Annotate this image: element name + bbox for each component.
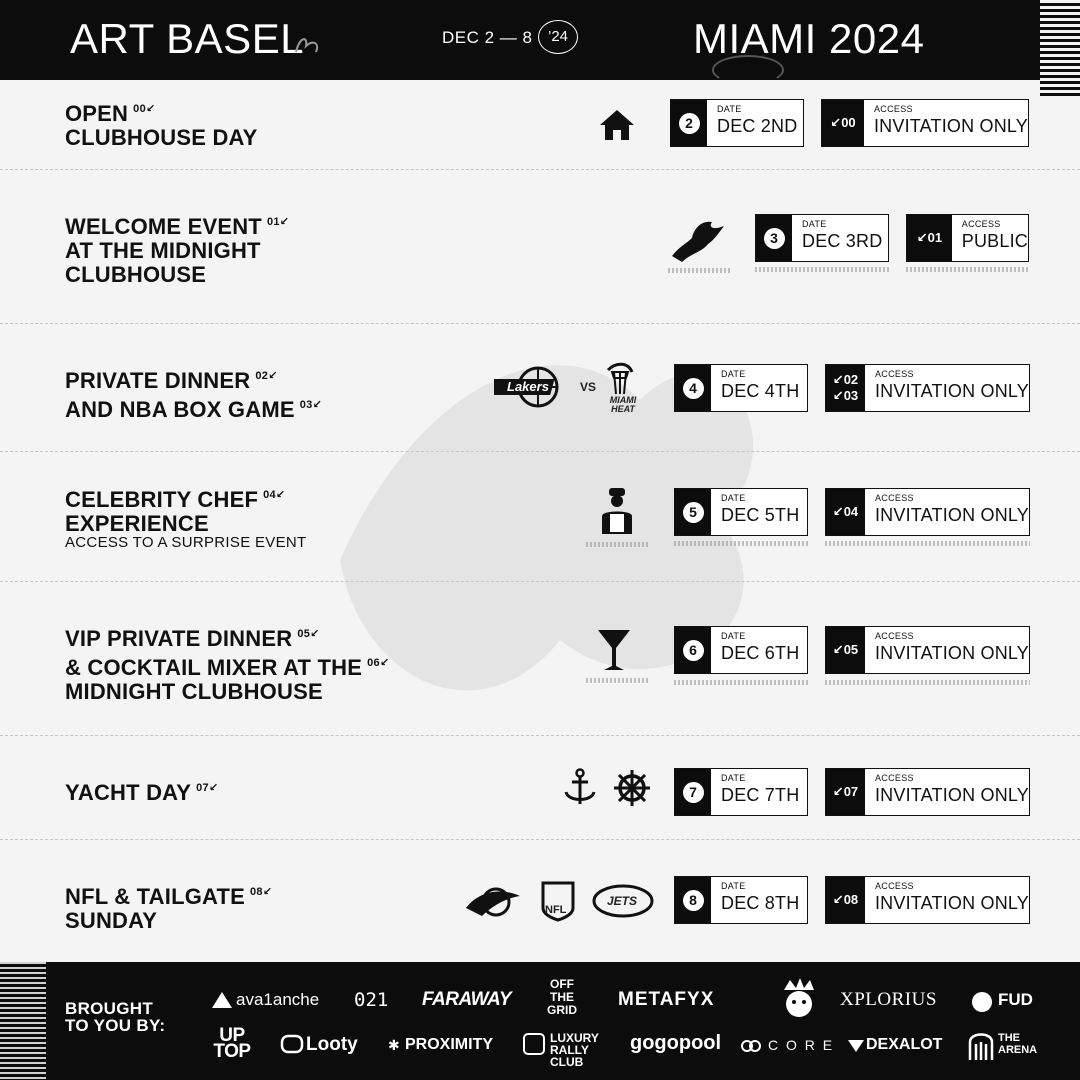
event-date-0: DEC 2ND bbox=[717, 116, 798, 136]
miami-heat-logo-icon bbox=[600, 360, 640, 396]
the-arena-logo-icon bbox=[968, 1028, 994, 1062]
cocktail-icon bbox=[596, 628, 632, 672]
sponsor-gogopool: gogopool bbox=[630, 1032, 722, 1054]
midnight-splash-icon bbox=[668, 216, 730, 264]
lakers-logo-text: Lakers bbox=[507, 379, 549, 394]
event-row-2 bbox=[0, 324, 1080, 452]
event-title-5: YACHT DAY $^{07↙}$ bbox=[65, 780, 219, 805]
sponsors-footer bbox=[0, 962, 1080, 1080]
sponsors-label: BROUGHT TO YOU BY: bbox=[65, 999, 166, 1035]
event-access-2: INVITATION ONLY bbox=[874, 381, 1029, 401]
date-box-5: 7 DATE DEC 7TH bbox=[674, 768, 808, 816]
sponsor-metafyx: METAFYX bbox=[618, 989, 715, 1010]
event-date-3: DEC 5TH bbox=[721, 505, 800, 525]
day-number-4: 6 bbox=[683, 640, 704, 661]
event-title-0: OPEN $^{00↙}$ CLUBHOUSE DAY bbox=[65, 101, 258, 150]
event-row-4 bbox=[0, 582, 1080, 736]
chef-icon bbox=[598, 486, 636, 536]
proximity-logo-icon: ✱ bbox=[388, 1037, 400, 1053]
sponsor-luxury-rally-club: LUXURY RALLY CLUB bbox=[550, 1031, 599, 1069]
nfl-logo-text: NFL bbox=[545, 904, 567, 916]
sponsor-core: C O R E bbox=[768, 1037, 835, 1053]
sponsor-the-arena: THE ARENA bbox=[998, 1032, 1038, 1056]
anchor-icon bbox=[562, 768, 598, 808]
header-bar bbox=[0, 0, 1080, 80]
event-date-1: DEC 3RD bbox=[802, 231, 883, 251]
king-mascot-logo-icon bbox=[776, 976, 822, 1020]
noise-stripes-decoration bbox=[0, 962, 46, 1080]
fud-mascot-logo-icon bbox=[970, 990, 994, 1012]
luxury-rally-club-logo-icon bbox=[522, 1032, 546, 1056]
miami-heat-logo-text: MIAMI HEAT bbox=[609, 395, 637, 414]
sponsor-proximity: PROXIMITY bbox=[405, 1036, 494, 1053]
day-number-2: 4 bbox=[683, 378, 704, 399]
event-access-5: INVITATION ONLY bbox=[874, 785, 1029, 805]
house-icon bbox=[598, 108, 636, 142]
event-date-5: DEC 7TH bbox=[721, 785, 800, 805]
access-box-0: ↙00 ACCESS INVITATION ONLY bbox=[821, 99, 1029, 147]
core-logo-icon bbox=[740, 1038, 762, 1054]
dexalot-logo-icon bbox=[846, 1038, 866, 1054]
date-box-0: 2 DATE DEC 2ND bbox=[670, 99, 804, 147]
sponsor-up-top: UP TOP bbox=[213, 1025, 251, 1062]
event-dates: DEC 2 — 8 bbox=[442, 28, 533, 47]
date-box-6: 8 DATE DEC 8TH bbox=[674, 876, 808, 924]
event-access-1: PUBLIC bbox=[961, 231, 1028, 251]
sponsor-looty: Looty bbox=[306, 1034, 358, 1055]
access-box-2: ↙02 ↙03 ACCESS INVITATION ONLY bbox=[825, 364, 1030, 412]
access-box-1: ↙01 ACCESS PUBLIC bbox=[906, 214, 1029, 262]
day-number-6: 8 bbox=[683, 890, 704, 911]
versus-text: VS bbox=[580, 380, 597, 394]
event-row-3 bbox=[0, 452, 1080, 582]
date-box-4: 6 DATE DEC 6TH bbox=[674, 626, 808, 674]
day-number-5: 7 bbox=[683, 782, 704, 803]
sponsor-faraway: FARAWAY bbox=[422, 989, 512, 1010]
avalanche-logo-icon bbox=[210, 990, 234, 1010]
splash-decoration-icon bbox=[292, 32, 324, 56]
day-number-0: 2 bbox=[679, 113, 700, 134]
ship-wheel-icon bbox=[612, 768, 652, 808]
event-date-2: DEC 4TH bbox=[721, 381, 800, 401]
event-title-3: CELEBRITY CHEF $^{04↙}$ EXPERIENCE bbox=[65, 487, 286, 536]
event-row-5 bbox=[0, 736, 1080, 840]
event-subtitle-3: ACCESS TO A SURPRISE EVENT bbox=[65, 534, 307, 551]
event-row-0 bbox=[0, 80, 1080, 170]
event-title: ART BASEL bbox=[70, 15, 305, 62]
date-box-2: 4 DATE DEC 4TH bbox=[674, 364, 808, 412]
event-city: MIAMI 2024 bbox=[693, 15, 925, 62]
event-title-4: VIP PRIVATE DINNER $^{05↙}$ & COCKTAIL MIXER AT THE $^{06↙}$ MIDNIGHT CLUBHOUSE bbox=[65, 626, 390, 704]
sponsor-021: 021 bbox=[354, 989, 389, 1011]
event-title-2: PRIVATE DINNER $^{02↙}$ AND NBA BOX GAME $^{03↙}$ bbox=[65, 368, 323, 422]
sponsor-xplorius: XPLORIUS bbox=[840, 989, 937, 1010]
event-title-6: NFL & TAILGATE $^{08↙}$ SUNDAY bbox=[65, 884, 273, 933]
access-box-4: ↙05 ACCESS INVITATION ONLY bbox=[825, 626, 1030, 674]
sponsor-fud: FUD bbox=[998, 990, 1033, 1009]
event-date-4: DEC 6TH bbox=[721, 643, 800, 663]
event-date-6: DEC 8TH bbox=[721, 893, 800, 913]
sponsor-off-the-grid: OFF THE GRID bbox=[547, 977, 577, 1017]
day-number-1: 3 bbox=[764, 228, 785, 249]
day-number-3: 5 bbox=[683, 502, 704, 523]
access-box-5: ↙07 ACCESS INVITATION ONLY bbox=[825, 768, 1030, 816]
access-box-6: ↙08 ACCESS INVITATION ONLY bbox=[825, 876, 1030, 924]
jets-logo-text: JETS bbox=[607, 894, 638, 908]
event-access-4: INVITATION ONLY bbox=[874, 643, 1029, 663]
dolphins-logo-icon bbox=[462, 882, 522, 922]
event-access-6: INVITATION ONLY bbox=[874, 893, 1029, 913]
looty-logo-icon bbox=[280, 1034, 304, 1054]
sponsor-dexalot: DEXALOT bbox=[866, 1036, 943, 1053]
date-box-3: 5 DATE DEC 5TH bbox=[674, 488, 808, 536]
access-box-3: ↙04 ACCESS INVITATION ONLY bbox=[825, 488, 1030, 536]
date-box-1: 3 DATE DEC 3RD bbox=[755, 214, 889, 262]
event-row-1 bbox=[0, 170, 1080, 324]
event-title-1: WELCOME EVENT $^{01↙}$ AT THE MIDNIGHT CLUBHOUSE bbox=[65, 214, 290, 287]
event-access-0: INVITATION ONLY bbox=[873, 116, 1028, 136]
sponsor-avalanche: ava1anche bbox=[236, 990, 320, 1009]
event-row-6 bbox=[0, 840, 1080, 962]
event-year-badge: ’24 bbox=[538, 20, 578, 54]
event-access-3: INVITATION ONLY bbox=[874, 505, 1029, 525]
